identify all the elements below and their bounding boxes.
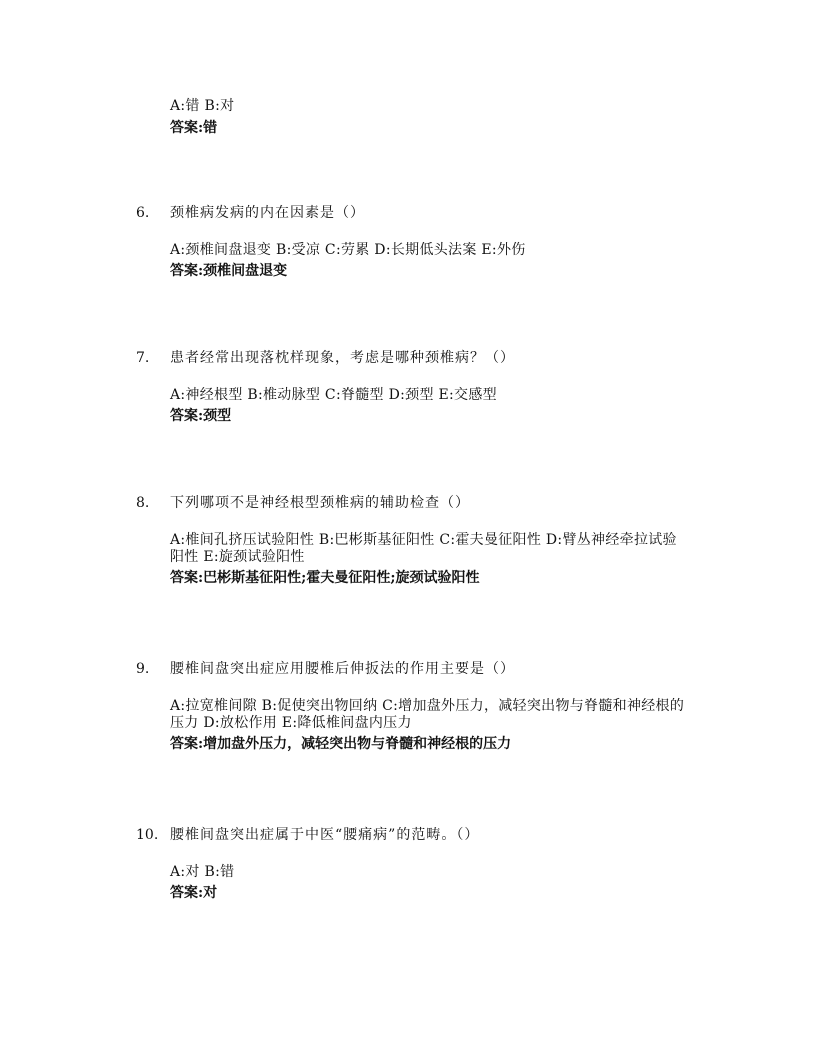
question-number: 9. — [136, 661, 150, 677]
question-answer: 答案:增加盘外压力，减轻突出物与脊髓和神经根的压力 — [170, 736, 512, 752]
question-answer: 答案:颈椎间盘退变 — [170, 263, 288, 279]
question-options: A:椎间孔挤压试验阳性 B:巴彬斯基征阳性 C:霍夫曼征阳性 D:臂丛神经牵拉试验阳性 E:旋颈试验阳性 — [170, 532, 677, 565]
question-text: 下列哪项不是神经根型颈椎病的辅助检查（） — [170, 495, 470, 511]
question-options: A:对 B:错 — [170, 864, 235, 880]
question-8 — [136, 493, 696, 589]
question-text: 腰椎间盘突出症属于中医“腰痛病”的范畴。（） — [170, 827, 480, 843]
question-options: A:错 B:对 — [170, 98, 235, 114]
question-answer: 答案:颈型 — [170, 408, 232, 424]
question-answer: 答案:巴彬斯基征阳性;霍夫曼征阳性;旋颈试验阳性 — [170, 570, 480, 586]
question-text: 腰椎间盘突出症应用腰椎后伸扳法的作用主要是（） — [170, 661, 515, 677]
question-text: 患者经常出现落枕样现象，考虑是哪种颈椎病？（） — [170, 350, 515, 366]
question-number: 6. — [136, 205, 150, 221]
question-10 — [136, 825, 696, 904]
question-answer: 答案:对 — [170, 885, 218, 901]
question-6 — [136, 203, 696, 282]
question-7 — [136, 348, 696, 427]
question-options: A:拉宽椎间隙 B:促使突出物回纳 C:增加盘外压力，减轻突出物与脊髓和神经根的压力 D:放松作用 E:降低椎间盘内压力 — [170, 698, 685, 731]
question-9 — [136, 659, 696, 755]
question-answer: 答案:错 — [170, 120, 218, 136]
question-number: 10. — [136, 827, 159, 843]
question-5-fragment — [170, 96, 690, 139]
question-text: 颈椎病发病的内在因素是（） — [170, 205, 365, 221]
question-options: A:颈椎间盘退变 B:受凉 C:劳累 D:长期低头法案 E:外伤 — [170, 242, 526, 258]
question-number: 7. — [136, 350, 150, 366]
question-options: A:神经根型 B:椎动脉型 C:脊髓型 D:颈型 E:交感型 — [170, 387, 497, 403]
question-number: 8. — [136, 495, 150, 511]
